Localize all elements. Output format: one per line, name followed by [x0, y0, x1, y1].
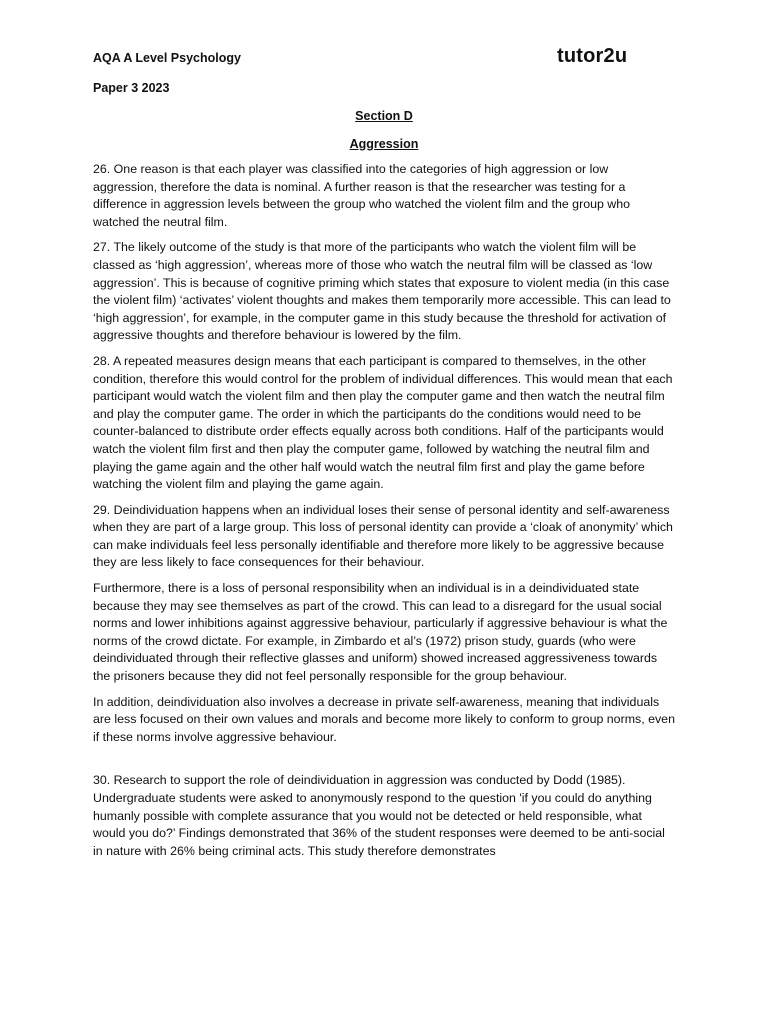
paragraph-q29: 29. Deindividuation happens when an individual loses their sense of personal identity and self-awareness when they are part of a large group. This loss of personal identity can provide a ‘cloak of anonymity’ which can make individuals feel less personally identifiable and therefore more likely to be aggressive because they are less likely to face consequences for their behaviour.	[93, 502, 673, 570]
paper-label: Paper 3 2023	[93, 81, 170, 95]
brand-logo-text: tutor2u	[557, 45, 628, 67]
topic-heading: Aggression	[349, 137, 419, 151]
course-title: AQA A Level Psychology	[93, 51, 241, 65]
section-heading: Section D	[355, 109, 413, 123]
paragraph-q26: 26. One reason is that each player was classified into the categories of high aggression or low aggression, therefore the data is nominal. A further reason is that the researcher was testing for a difference in aggression levels between the group who watched the violent film and the group who watched the neutral film.	[93, 162, 631, 229]
answer-body	[93, 161, 675, 868]
paragraph-q29-in-addition: In addition, deindividuation also involves a decrease in private self-awareness, meaning that individuals are less focused on their own values and morals and become more likely to conform to group norms, even if these norms involve aggressive behaviour.	[93, 694, 675, 744]
paragraph-q27: 27. The likely outcome of the study is that more of the participants who watch the violent film will be classed as ‘high aggression’, whereas more of those who watch the neutral film will be classed as ‘low aggression’. This is because of cognitive priming which states that exposure to violent media (in this case the violent film) ‘activates’ violent thoughts and makes them temporarily more accessible. This can lead to ‘high aggression’, for example, in the computer game in this study because the threshold for activation of aggressive thoughts and therefore behaviour is lowered by the film.	[93, 240, 671, 343]
paragraph-q29-furthermore: Furthermore, there is a loss of personal responsibility when an individual is in a deindividuated state because they may see themselves as part of the crowd. This can lead to a disregard for the usual social norms and lower inhibitions against aggressive behaviour, particularly if aggressive behaviour is what the norms of the crowd dictate. For example, in Zimbardo et al’s (1972) prison study, guards (who were deindividuated through their reflective glasses and uniform) showed increased aggressiveness towards the prisoners because they did not feel personally responsible for the group behaviour.	[93, 581, 668, 684]
paragraph-q28: 28. A repeated measures design means that each participant is compared to themselves, in the other condition, therefore this would control for the problem of individual differences. This would mean that each participant would watch the violent film and then play the computer game and then watch the neutral film and play the computer game. The order in which the participants do the conditions would need to be counter-balanced to distribute order effects equally across both conditions. Half of the participants would watch the violent film first and then play the computer game, followed by watching the neutral film and playing the game again and the other half would watch the neutral film first and play the game before watching the violent film and playing the game again.	[93, 353, 673, 492]
paragraph-q30: 30. Research to support the role of deindividuation in aggression was conducted by Dodd (1985). Undergraduate students were asked to anonymously respond to the question 'if you could do anything humanly possible with complete assurance that you would not be detected or held responsible, what would you do?’ Findings demonstrated that 36% of the student responses were deemed to be anti-social in nature with 26% being criminal acts. This study therefore demonstrates	[93, 773, 665, 858]
